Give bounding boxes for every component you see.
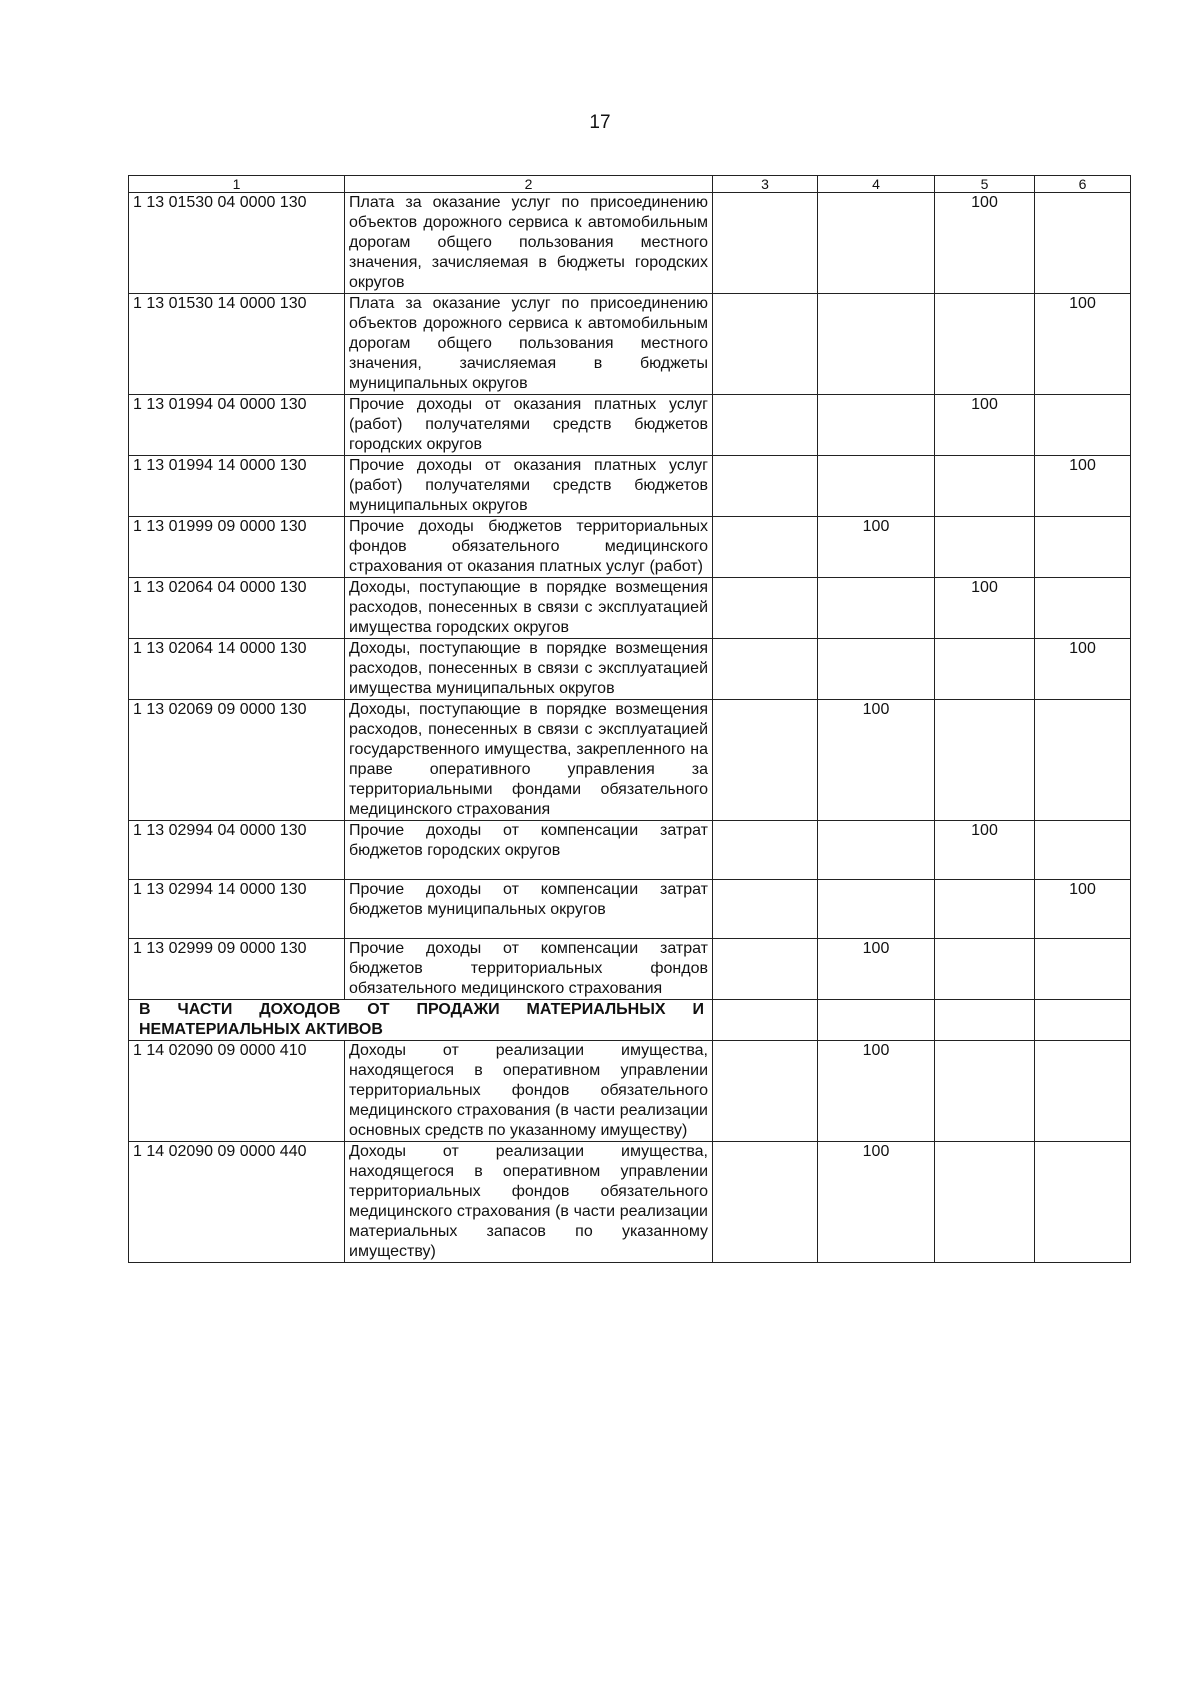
column-header: 6 [1035,176,1131,193]
table-body [129,176,1131,1263]
norm-value-c4 [818,578,935,639]
norm-value-c3 [713,639,818,700]
revenue-description: Доходы, поступающие в порядке возмещения расходов, понесенных в связи с эксплуатацией имущества муниципальных округов [345,639,713,700]
norm-value-c6 [1035,578,1131,639]
norm-value-c3 [713,880,818,939]
norm-value-c5: 100 [935,578,1035,639]
norm-value-c4: 100 [818,700,935,821]
table-row [129,578,1131,639]
revenue-description: Плата за оказание услуг по присоединению объектов дорожного сервиса к автомобильным дорогам общего пользования местного значения, зачисляемая в бюджеты муниципальных округов [345,294,713,395]
norm-value-c5 [935,294,1035,395]
norm-value-c3 [713,294,818,395]
revenue-description: Доходы от реализации имущества, находящегося в оперативном управлении территориальных фондов обязательного медицинского страхования (в части реализации материальных запасов по указанному имуществу) [345,1142,713,1263]
norm-value-c6: 100 [1035,294,1131,395]
norm-value-c6 [1035,939,1131,1000]
revenue-description: Прочие доходы от компенсации затрат бюджетов территориальных фондов обязательного медицинского страхования [345,939,713,1000]
revenue-code: 1 13 02064 14 0000 130 [129,639,345,700]
column-header: 4 [818,176,935,193]
column-header: 2 [345,176,713,193]
table-row [129,456,1131,517]
norm-value-c5: 100 [935,821,1035,880]
page-number: 17 [589,112,611,133]
revenue-code: 1 13 02069 09 0000 130 [129,700,345,821]
revenue-code: 1 13 01530 14 0000 130 [129,294,345,395]
revenue-description: Доходы, поступающие в порядке возмещения расходов, понесенных в связи с эксплуатацией имущества городских округов [345,578,713,639]
revenue-code: 1 13 02994 04 0000 130 [129,821,345,880]
section-title: В ЧАСТИ ДОХОДОВ ОТ ПРОДАЖИ МАТЕРИАЛЬНЫХ И НЕМАТЕРИАЛЬНЫХ АКТИВОВ [129,1000,713,1041]
norm-value-c3 [713,193,818,294]
revenue-description: Доходы от реализации имущества, находящегося в оперативном управлении территориальных фондов обязательного медицинского страхования (в части реализации основных средств по указанному имуществу) [345,1041,713,1142]
norm-value-c5: 100 [935,395,1035,456]
norm-value-c5 [935,880,1035,939]
revenue-code: 1 13 02064 04 0000 130 [129,578,345,639]
column-header: 5 [935,176,1035,193]
norm-value-c4: 100 [818,517,935,578]
column-number-row [129,176,1131,193]
table-row [129,639,1131,700]
norm-value-c4 [818,639,935,700]
table-row [129,1041,1131,1142]
section-heading-row [129,1000,1131,1041]
norm-value-c4 [818,821,935,880]
revenue-code: 1 13 02999 09 0000 130 [129,939,345,1000]
norm-value-c3 [713,939,818,1000]
norm-value-c3 [713,1041,818,1142]
revenue-description: Плата за оказание услуг по присоединению объектов дорожного сервиса к автомобильным дорогам общего пользования местного значения, зачисляемая в бюджеты городских округов [345,193,713,294]
revenue-description: Доходы, поступающие в порядке возмещения расходов, понесенных в связи с эксплуатацией государственного имущества, закрепленного на праве оперативного управления за территориальными фондами обязательного медицинского страхования [345,700,713,821]
norm-value-c6 [1035,1041,1131,1142]
norm-value-c3 [713,578,818,639]
norm-value-c4 [818,880,935,939]
norm-value-c4 [818,456,935,517]
norm-value-c6 [1035,193,1131,294]
table-row [129,294,1131,395]
norm-value-c5 [935,1041,1035,1142]
revenue-code: 1 13 01994 04 0000 130 [129,395,345,456]
norm-value-c6: 100 [1035,639,1131,700]
revenue-code: 1 13 01994 14 0000 130 [129,456,345,517]
norm-value-c6 [1035,517,1131,578]
norm-value-c4: 100 [818,1142,935,1263]
norm-value-c3 [713,1142,818,1263]
table-row [129,193,1131,294]
norm-value-c5 [935,639,1035,700]
revenue-code: 1 14 02090 09 0000 410 [129,1041,345,1142]
revenue-description: Прочие доходы от оказания платных услуг (работ) получателями средств бюджетов муниципальных округов [345,456,713,517]
table-row [129,939,1131,1000]
empty-cell [935,1000,1035,1041]
empty-cell [818,1000,935,1041]
revenue-description: Прочие доходы от оказания платных услуг (работ) получателями средств бюджетов городских округов [345,395,713,456]
norm-value-c3 [713,456,818,517]
norm-value-c6: 100 [1035,456,1131,517]
revenue-codes-table [128,175,1131,1263]
norm-value-c6: 100 [1035,880,1131,939]
norm-value-c3 [713,395,818,456]
norm-value-c5 [935,456,1035,517]
revenue-code: 1 13 02994 14 0000 130 [129,880,345,939]
norm-value-c4: 100 [818,1041,935,1142]
revenue-description: Прочие доходы бюджетов территориальных фондов обязательного медицинского страхования от оказания платных услуг (работ) [345,517,713,578]
norm-value-c6 [1035,700,1131,821]
column-header: 3 [713,176,818,193]
norm-value-c4 [818,294,935,395]
norm-value-c3 [713,517,818,578]
table-row [129,517,1131,578]
norm-value-c3 [713,700,818,821]
table-row [129,1142,1131,1263]
empty-cell [713,1000,818,1041]
table-row [129,821,1131,880]
norm-value-c5: 100 [935,193,1035,294]
table-row [129,700,1131,821]
norm-value-c5 [935,1142,1035,1263]
revenue-description: Прочие доходы от компенсации затрат бюджетов муниципальных округов [345,880,713,939]
norm-value-c4 [818,395,935,456]
empty-cell [1035,1000,1131,1041]
revenue-description: Прочие доходы от компенсации затрат бюджетов городских округов [345,821,713,880]
table-row [129,880,1131,939]
revenue-code: 1 14 02090 09 0000 440 [129,1142,345,1263]
norm-value-c6 [1035,395,1131,456]
column-header: 1 [129,176,345,193]
table-row [129,395,1131,456]
revenue-code: 1 13 01530 04 0000 130 [129,193,345,294]
norm-value-c4: 100 [818,939,935,1000]
norm-value-c3 [713,821,818,880]
norm-value-c5 [935,939,1035,1000]
revenue-code: 1 13 01999 09 0000 130 [129,517,345,578]
norm-value-c6 [1035,1142,1131,1263]
norm-value-c5 [935,700,1035,821]
norm-value-c5 [935,517,1035,578]
norm-value-c4 [818,193,935,294]
norm-value-c6 [1035,821,1131,880]
